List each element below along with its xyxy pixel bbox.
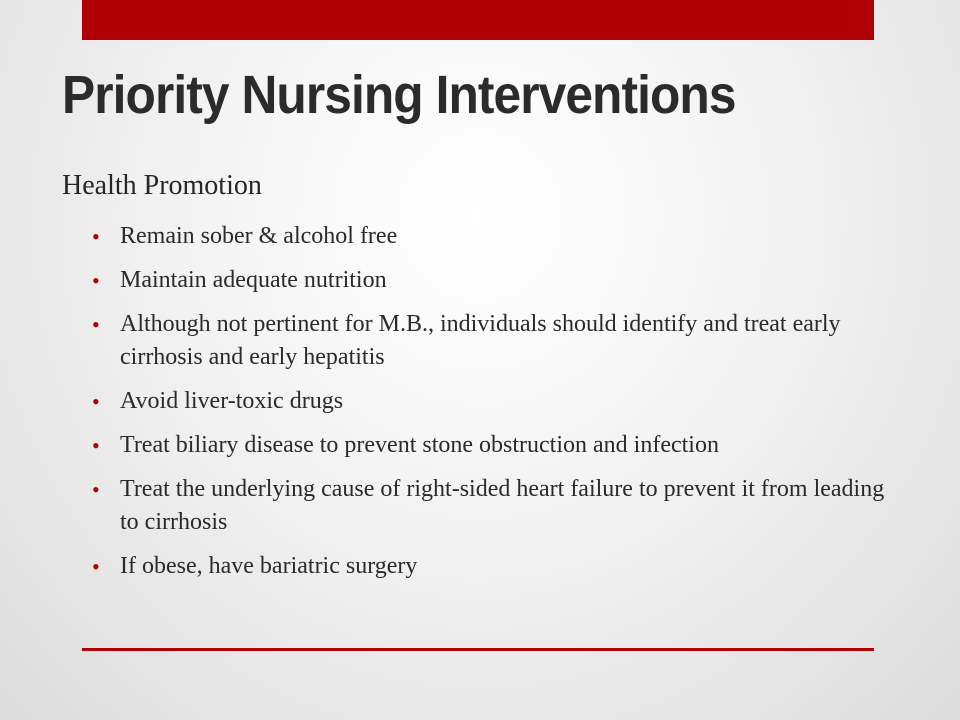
bullet-icon: • (92, 389, 100, 414)
bullet-item (92, 385, 892, 418)
bullet-text: If obese, have bariatric surgery (120, 553, 418, 579)
bullet-list (92, 220, 892, 594)
bullet-item (92, 264, 892, 297)
bullet-icon: • (92, 477, 100, 502)
bullet-item (92, 429, 892, 462)
section-heading: Health Promotion (62, 170, 262, 201)
bullet-item (92, 308, 892, 374)
bullet-text: Maintain adequate nutrition (120, 267, 387, 293)
bullet-icon: • (92, 312, 100, 337)
bottom-accent-rule (82, 648, 874, 651)
bullet-text: Treat biliary disease to prevent stone obstruction and infection (120, 432, 719, 458)
bullet-item (92, 473, 892, 539)
bullet-icon: • (92, 433, 100, 458)
bullet-text: Remain sober & alcohol free (120, 223, 398, 249)
top-accent-bar (82, 0, 874, 40)
bullet-item (92, 550, 892, 583)
bullet-text: Avoid liver-toxic drugs (120, 388, 344, 414)
bullet-text: Treat the underlying cause of right-sided heart failure to prevent it from leading to cirrhosis (120, 476, 885, 535)
bullet-icon: • (92, 554, 100, 579)
slide-title: Priority Nursing Interventions (62, 65, 736, 125)
bullet-item (92, 220, 892, 253)
bullet-icon: • (92, 224, 100, 249)
bullet-icon: • (92, 268, 100, 293)
bullet-text: Although not pertinent for M.B., individuals should identify and treat early cirrhosis and early hepatitis (120, 311, 841, 370)
